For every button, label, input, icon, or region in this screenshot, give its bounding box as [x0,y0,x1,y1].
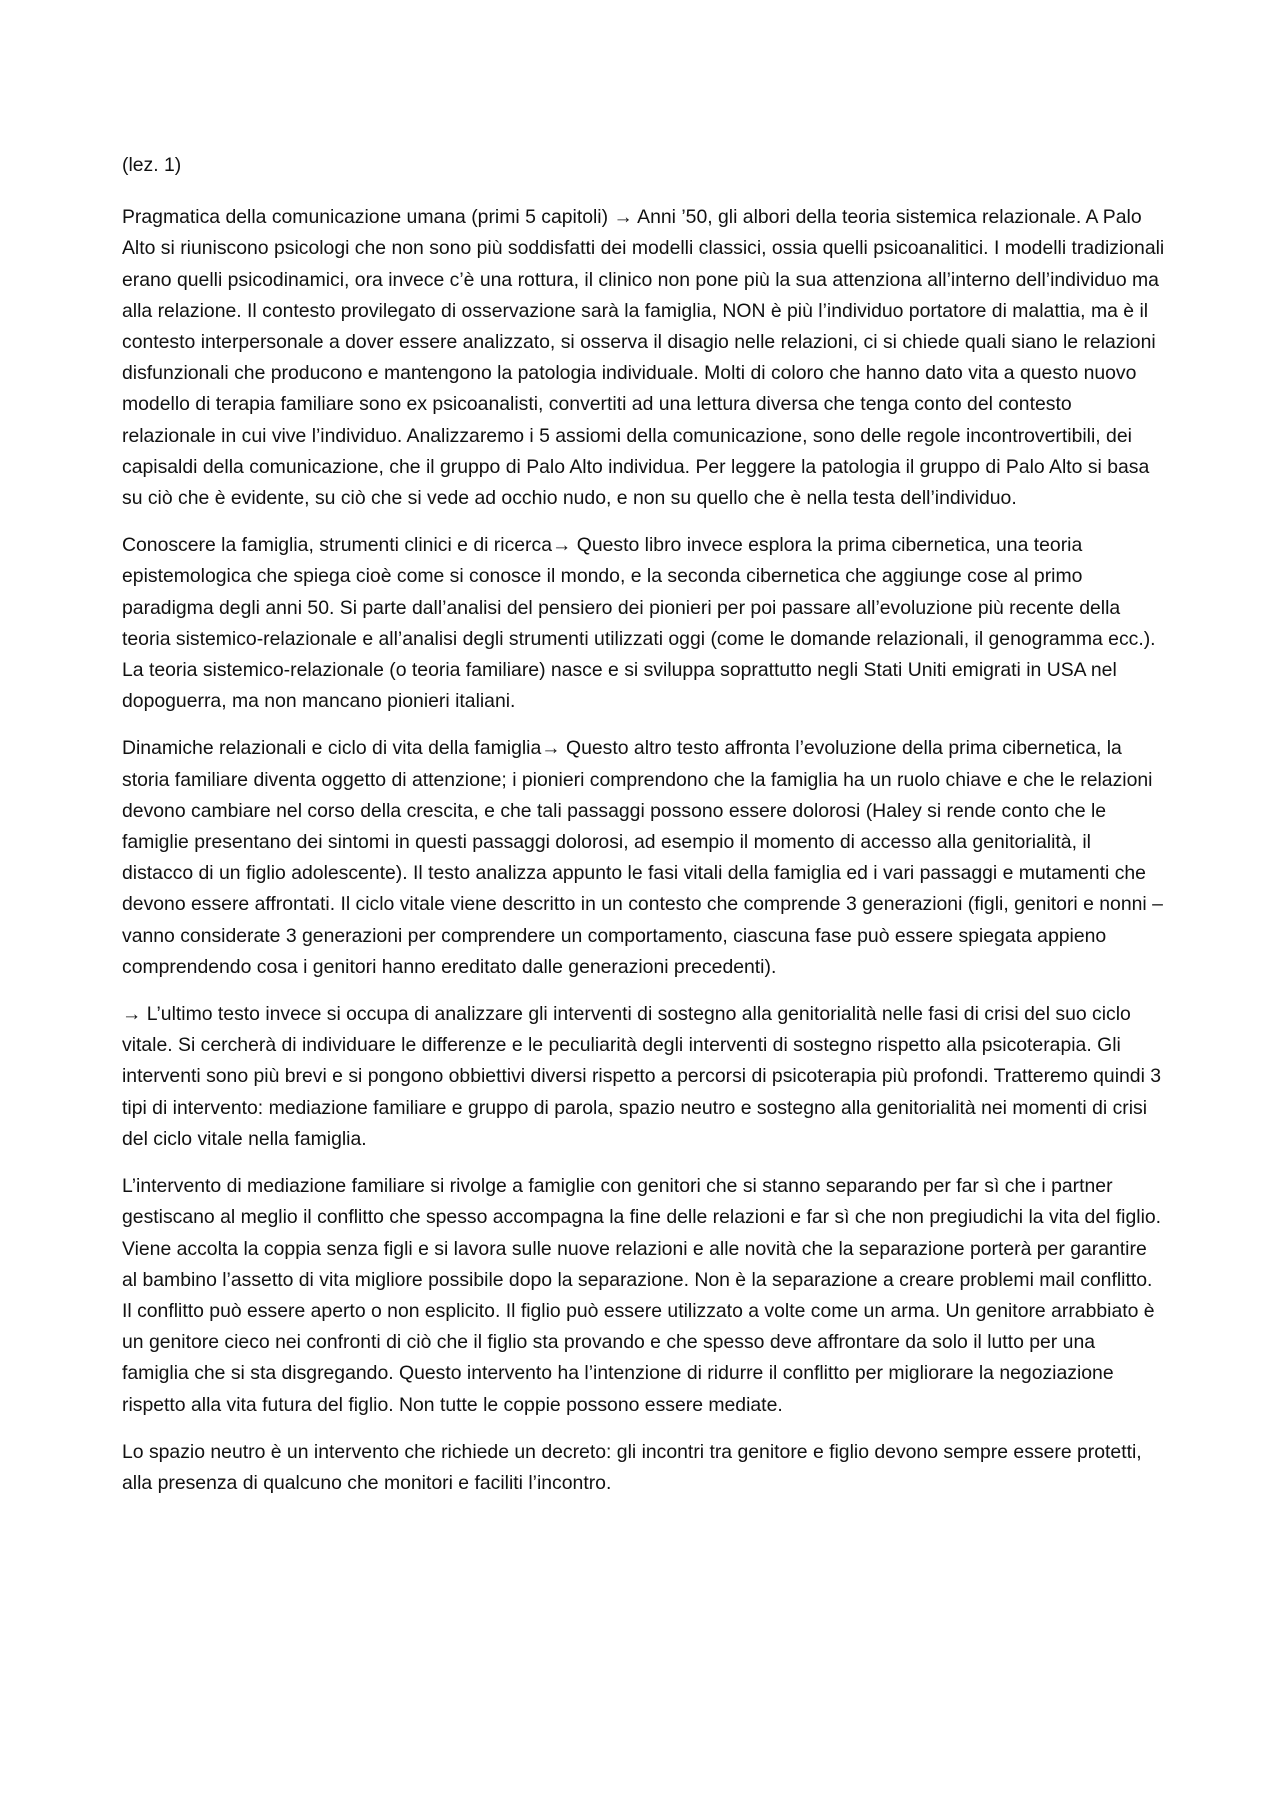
paragraph-dinamiche-relazionali: Dinamiche relazionali e ciclo di vita della famiglia→ Questo altro testo affronta l’evoluzione della prima cibernetica, la storia familiare diventa oggetto di attenzione; i pionieri comprendono che la famiglia ha un ruolo chiave e che le relazioni devono cambiare nel corso della crescita, e che tali passaggi possono essere dolorosi (Haley si rende conto che le famiglie presentano dei sintomi in questi passaggi dolorosi, ad esempio il momento di accesso alla genitorialità, il distacco di un figlio adolescente). Il testo analizza appunto le fasi vitali della famiglia ed i vari passaggi e mutamenti che devono essere affrontati. Il ciclo vitale viene descritto in un contesto che comprende 3 generazioni (figli, genitori e nonni – vanno considerate 3 generazioni per comprendere un comportamento, ciascuna fase può essere spiegata appieno comprendendo cosa i genitori hanno ereditato dalle generazioni precedenti). [122,737,1163,978]
document-body [122,150,1167,1515]
paragraph-conoscere-famiglia: Conoscere la famiglia, strumenti clinici e di ricerca→ Questo libro invece esplora la prima cibernetica, una teoria epistemologica che spiega cioè come si conosce il mondo, e la seconda cibernetica che aggiunge cose al primo paradigma degli anni 50. Si parte dall’analisi del pensiero dei pionieri per poi passare all’evoluzione più recente della teoria sistemico-relazionale e all’analisi degli strumenti utilizzati oggi (come le domande relazionali, il genogramma ecc.). La teoria sistemico-relazionale (o teoria familiare) nasce e si sviluppa soprattutto negli Stati Uniti emigrati in USA nel dopoguerra, ma non mancano pionieri italiani. [122,534,1156,713]
lecture-label: (lez. 1) [122,154,182,176]
paragraph-mediazione-familiare: L’intervento di mediazione familiare si rivolge a famiglie con genitori che si stanno separando per far sì che i partner gestiscano al meglio il conflitto che spesso accompagna la fine delle relazioni e far sì che non pregiudichi la vita del figlio. Viene accolta la coppia senza figli e si lavora sulle nuove relazioni e alle novità che la separazione porterà per garantire al bambino l’assetto di vita migliore possibile dopo la separazione. Non è la separazione a creare problemi mail conflitto. Il conflitto può essere aperto o non esplicito. Il figlio può essere utilizzato a volte come un arma. Un genitore arrabbiato è un genitore cieco nei confronti di ciò che il figlio sta provando e che spesso deve affrontare da solo il lutto per una famiglia che si sta disgregando. Questo intervento ha l’intenzione di ridurre il conflitto per migliorare la negoziazione rispetto alla vita futura del figlio. Non tutte le coppie possono essere mediate. [122,1175,1162,1416]
paragraph-ultimo-testo: → L’ultimo testo invece si occupa di analizzare gli interventi di sostegno alla genitorialità nelle fasi di crisi del suo ciclo vitale. Si cercherà di individuare le differenze e le peculiarità degli interventi di sostegno rispetto alla psicoterapia. Gli interventi sono più brevi e si pongono obbiettivi diversi rispetto a percorsi di psicoterapia più profondi. Tratteremo quindi 3 tipi di intervento: mediazione familiare e gruppo di parola, spazio neutro e sostegno alla genitorialità nei momenti di crisi del ciclo vitale nella famiglia. [122,1003,1162,1150]
paragraph-pragmatica: Pragmatica della comunicazione umana (primi 5 capitoli) → Anni ’50, gli albori della teoria sistemica relazionale. A Palo Alto si riuniscono psicologi che non sono più soddisfatti dei modelli classici, ossia quelli psicoanalitici. I modelli tradizionali erano quelli psicodinamici, ora invece c’è una rottura, il clinico non pone più la sua attenziona all’interno dell’individuo ma alla relazione. Il contesto provilegato di osservazione sarà la famiglia, NON è più l’individuo portatore di malattia, ma è il contesto interpersonale a dover essere analizzato, si osserva il disagio nelle relazioni, ci si chiede quali siano le relazioni disfunzionali che producono e mantengono la patologia individuale. Molti di coloro che hanno dato vita a questo nuovo modello di terapia familiare sono ex psicoanalisti, convertiti ad una lettura diversa che tenga conto del contesto relazionale in cui vive l’individuo. Analizzaremo i 5 assiomi della comunicazione, sono delle regole incontrovertibili, dei capisaldi della comunicazione, che il gruppo di Palo Alto individua. Per leggere la patologia il gruppo di Palo Alto si basa su ciò che è evidente, su ciò che si vede ad occhio nudo, e non su quello che è nella testa dell’individuo. [122,206,1165,510]
paragraph-spazio-neutro: Lo spazio neutro è un intervento che richiede un decreto: gli incontri tra genitore e figlio devono sempre essere protetti, alla presenza di qualcuno che monitori e faciliti l’incontro. [122,1440,1142,1494]
